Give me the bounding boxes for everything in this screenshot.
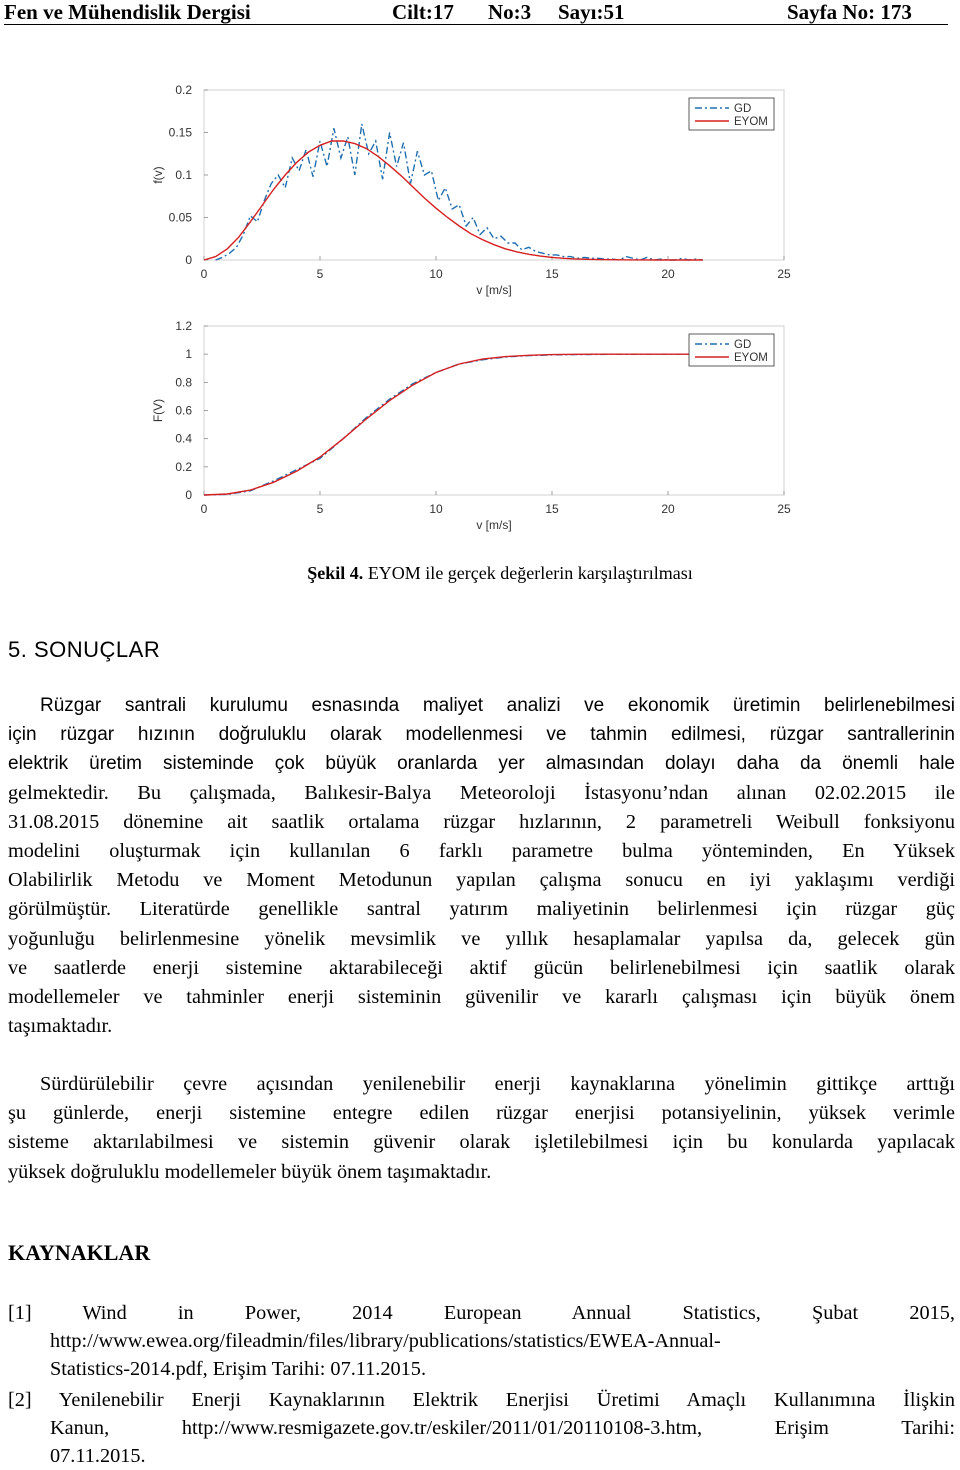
- pdf-y-tick-label: 0.2: [175, 83, 192, 97]
- pdf-x-tick-label: 0: [200, 267, 208, 281]
- cdf-y-tick-label: 0.8: [175, 375, 192, 390]
- pdf-x-tick-label: 25: [777, 267, 791, 281]
- cdf-x-axis-label: v [m/s]: [476, 518, 512, 532]
- cdf-y-axis-label: F(V): [151, 398, 165, 423]
- paragraph-line: ve saatlerde enerji sistemine aktarabileceği aktif gücün belirlenebilmesi için saatlik olarak: [8, 956, 955, 979]
- pdf-x-tick-label: 20: [661, 267, 675, 281]
- pdf-y-tick-label: 0.15: [168, 125, 192, 140]
- paragraph-line: için rüzgar hızının doğruluklu olarak modellenmesi ve tahmin edilmesi, rüzgar santrallerinin: [8, 724, 955, 746]
- figure-4: [0, 0, 960, 600]
- pdf-y-tick-label: 0: [185, 253, 192, 267]
- paragraph-line: şu günlerde, enerji sistemine entegre edilen rüzgar enerjisi potansiyelinin, yüksek verimle: [8, 1102, 955, 1125]
- reference-line: http://www.ewea.org/fileadmin/files/library/publications/statistics/EWEA-Annual-: [50, 1330, 721, 1352]
- paragraph-line: yoğunluğu belirlenmesine yönelik mevsimlik ve yıllık hesaplamalar yapılsa da, gelecek gün: [8, 927, 955, 950]
- reference-line: Statistics-2014.pdf, Erişim Tarihi: 07.11.2015.: [50, 1358, 427, 1380]
- cdf-y-tick-label: 0.2: [175, 459, 192, 474]
- reference-line: [2] Yenilenebilir Enerji Kaynaklarının Elektrik Enerjisi Üretimi Amaçlı Kullanımına İlişkin: [8, 1389, 955, 1411]
- paragraph-line: Rüzgar santrali kurulumu esnasında maliyet analizi ve ekonomik üretimin belirlenebilmesi: [40, 695, 955, 716]
- pdf-x-axis-label: v [m/s]: [476, 283, 512, 297]
- number-label: No:3: [488, 0, 532, 24]
- page-number: Sayfa No: 173: [787, 0, 912, 24]
- paragraph-line: sisteme aktarılabilmesi ve sistemin güvenir olarak işletilebilmesi için bu konularda yapılacak: [8, 1131, 955, 1154]
- caption-text: EYOM ile gerçek değerlerin karşılaştırılması: [363, 563, 693, 583]
- paragraph-line: Olabilirlik Metodu ve Moment Metodunun yapılan çalışma sonucu en iyi yaklaşımı verdiği: [8, 869, 955, 892]
- paragraph-line: taşımaktadır.: [8, 1015, 113, 1038]
- references-heading: KAYNAKLAR: [8, 1240, 151, 1265]
- pdf-legend-label: GD: [734, 103, 752, 115]
- cdf-y-tick-label: 1: [185, 347, 192, 362]
- cdf-x-tick-label: 20: [661, 502, 675, 516]
- section-heading: 5. SONUÇLAR: [8, 637, 161, 662]
- caption-label: Şekil 4.: [307, 563, 364, 583]
- cdf-x-tick-label: 5: [316, 502, 324, 516]
- pdf-x-tick-label: 5: [316, 267, 324, 281]
- volume-label: Cilt:17: [392, 0, 454, 24]
- paragraph-line: elektrik üretim sisteminde çok büyük oranlarda yer almasından dolayı daha da önemli hale: [8, 753, 955, 775]
- figure-caption: [0, 563, 960, 584]
- pdf-y-axis-label: f(v): [151, 166, 165, 184]
- pdf-legend-label: EYOM: [734, 116, 768, 128]
- cdf-x-tick-label: 15: [545, 502, 559, 516]
- paragraph-1: [8, 691, 955, 1041]
- cdf-legend-label: GD: [734, 339, 752, 351]
- journal-name: Fen ve Mühendislik Dergisi: [4, 0, 251, 24]
- cdf-series-gd: [204, 354, 703, 495]
- paragraph-2: [8, 1070, 955, 1187]
- pdf-y-tick-label: 0.05: [168, 210, 192, 225]
- paragraph-line: yüksek doğruluklu modellemeler büyük önem taşımaktadır.: [8, 1160, 492, 1183]
- paragraph-line: gelmektedir. Bu çalışmada, Balıkesir-Balya Meteoroloji İstasyonu’ndan alınan 02.02.2015 ile: [8, 781, 955, 804]
- cdf-y-tick-label: 0.6: [175, 403, 192, 418]
- reference-line: [1] Wind in Power, 2014 European Annual Statistics, Şubat 2015,: [8, 1302, 955, 1324]
- paragraph-line: görülmüştür. Literatürde genellikle santral yatırım maliyetinin belirlenmesi için rüzgar güç: [8, 898, 955, 921]
- paragraph-line: modelini oluşturmak için kullanılan 6 farklı parametre bulma yönteminden, En Yüksek: [8, 840, 955, 863]
- paragraph-line: Sürdürülebilir çevre açısından yenilenebilir enerji kaynaklarına yönelimin gittikçe arttığı: [40, 1073, 955, 1095]
- paragraph-line: modellemeler ve tahminler enerji sisteminin güvenilir ve kararlı çalışması için büyük önem: [8, 986, 955, 1009]
- reference-line: Kanun, http://www.resmigazete.gov.tr/eskiler/2011/01/20110108-3.htm, Erişim Tarihi:: [50, 1417, 955, 1439]
- paragraph-line: 31.08.2015 dönemine ait saatlik ortalama rüzgar hızlarının, 2 parametreli Weibull fonksiyonu: [8, 810, 955, 833]
- reference-1: [8, 1299, 955, 1383]
- reference-2: [8, 1386, 955, 1470]
- reference-line: 07.11.2015.: [50, 1445, 146, 1467]
- cdf-legend-label: EYOM: [734, 352, 768, 364]
- cdf-x-tick-label: 10: [429, 502, 443, 516]
- cdf-x-tick-label: 25: [777, 502, 791, 516]
- cdf-chart: [0, 0, 960, 600]
- cdf-y-tick-label: 0.4: [175, 431, 192, 446]
- pdf-x-tick-label: 10: [429, 267, 443, 281]
- issue-label: Sayı:51: [558, 0, 625, 24]
- cdf-x-tick-label: 0: [200, 502, 208, 516]
- cdf-y-tick-label: 1.2: [175, 319, 192, 333]
- pdf-x-tick-label: 15: [545, 267, 559, 281]
- pdf-y-tick-label: 0.1: [175, 168, 192, 182]
- cdf-series-eyom: [204, 354, 703, 495]
- cdf-y-tick-label: 0: [185, 488, 192, 502]
